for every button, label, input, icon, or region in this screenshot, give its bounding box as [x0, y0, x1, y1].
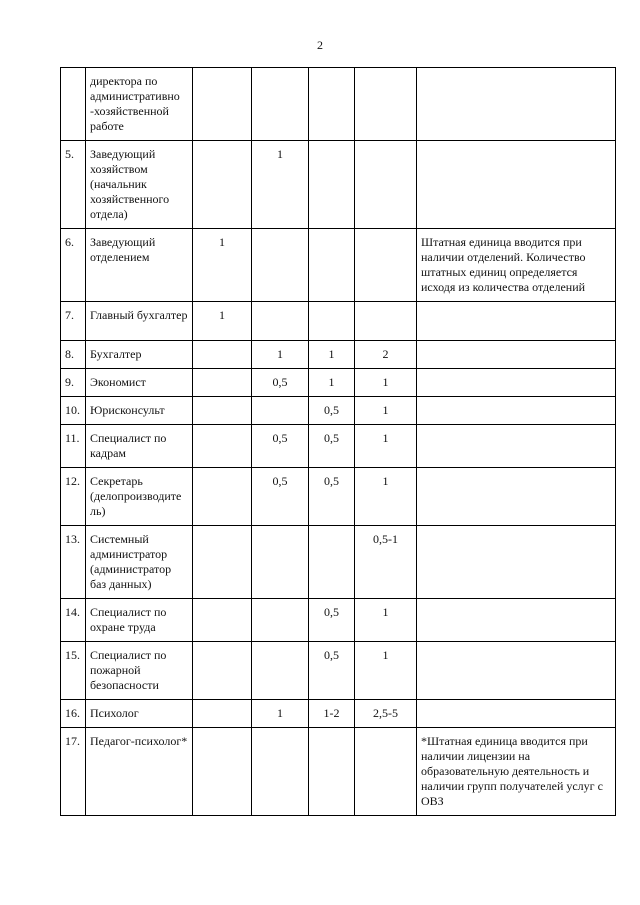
position-name: Психолог — [86, 700, 193, 728]
row-number: 8. — [61, 341, 86, 369]
position-name: Специалист по кадрам — [86, 425, 193, 468]
table-row — [61, 229, 616, 302]
value-col-3 — [309, 229, 355, 302]
position-name: Заведующий отделением — [86, 229, 193, 302]
value-col-2: 0,5 — [252, 468, 309, 526]
position-name: Специалист по пожарной безопасности — [86, 642, 193, 700]
position-name: Педагог-психолог* — [86, 728, 193, 816]
table-row — [61, 468, 616, 526]
page-number: 2 — [317, 38, 323, 52]
table-row — [61, 369, 616, 397]
value-col-1: 1 — [193, 302, 252, 341]
value-col-3: 1 — [309, 341, 355, 369]
value-col-2 — [252, 526, 309, 599]
row-number: 17. — [61, 728, 86, 816]
value-col-1 — [193, 425, 252, 468]
table-row — [61, 700, 616, 728]
value-col-1: 1 — [193, 229, 252, 302]
note-cell — [417, 599, 616, 642]
value-col-1 — [193, 700, 252, 728]
value-col-1 — [193, 397, 252, 425]
row-number: 5. — [61, 141, 86, 229]
value-col-1 — [193, 642, 252, 700]
row-number: 13. — [61, 526, 86, 599]
position-name: директора по административно -хозяйственной работе — [86, 68, 193, 141]
row-number: 14. — [61, 599, 86, 642]
position-name: Специалист по охране труда — [86, 599, 193, 642]
value-col-4: 2,5-5 — [355, 700, 417, 728]
value-col-4 — [355, 229, 417, 302]
value-col-3: 0,5 — [309, 599, 355, 642]
value-col-3: 0,5 — [309, 468, 355, 526]
note-cell — [417, 68, 616, 141]
note-cell — [417, 302, 616, 341]
value-col-1 — [193, 468, 252, 526]
value-col-3: 0,5 — [309, 397, 355, 425]
value-col-4: 0,5-1 — [355, 526, 417, 599]
note-cell — [417, 141, 616, 229]
value-col-2: 1 — [252, 341, 309, 369]
position-name: Юрисконсульт — [86, 397, 193, 425]
note-cell — [417, 341, 616, 369]
value-col-4 — [355, 302, 417, 341]
note-cell — [417, 369, 616, 397]
table-row — [61, 728, 616, 816]
position-name: Секретарь (делопроизводите ль) — [86, 468, 193, 526]
value-col-3: 1-2 — [309, 700, 355, 728]
value-col-4: 1 — [355, 369, 417, 397]
note-cell — [417, 700, 616, 728]
value-col-1 — [193, 526, 252, 599]
value-col-2 — [252, 728, 309, 816]
value-col-3 — [309, 728, 355, 816]
value-col-2: 0,5 — [252, 425, 309, 468]
value-col-2 — [252, 397, 309, 425]
value-col-1 — [193, 141, 252, 229]
row-number: 10. — [61, 397, 86, 425]
table-row — [61, 68, 616, 141]
value-col-1 — [193, 341, 252, 369]
value-col-4: 1 — [355, 397, 417, 425]
value-col-1 — [193, 68, 252, 141]
value-col-2 — [252, 229, 309, 302]
table-row — [61, 642, 616, 700]
value-col-2 — [252, 302, 309, 341]
table-row — [61, 526, 616, 599]
row-number — [61, 68, 86, 141]
table-row — [61, 599, 616, 642]
value-col-3: 0,5 — [309, 425, 355, 468]
note-cell — [417, 642, 616, 700]
row-number: 12. — [61, 468, 86, 526]
note-cell: *Штатная единица вводится при наличии лицензии на образовательную деятельность и наличии групп получателей услуг с ОВЗ — [417, 728, 616, 816]
value-col-2: 1 — [252, 700, 309, 728]
note-cell: Штатная единица вводится при наличии отделений. Количество штатных единиц определяется исходя из количества отделений — [417, 229, 616, 302]
value-col-2 — [252, 599, 309, 642]
value-col-3: 1 — [309, 369, 355, 397]
value-col-4 — [355, 728, 417, 816]
position-name: Системный администратор (администратор баз данных) — [86, 526, 193, 599]
table-row — [61, 341, 616, 369]
row-number: 15. — [61, 642, 86, 700]
row-number: 11. — [61, 425, 86, 468]
value-col-2: 1 — [252, 141, 309, 229]
note-cell — [417, 397, 616, 425]
row-number: 7. — [61, 302, 86, 341]
value-col-2 — [252, 642, 309, 700]
value-col-3 — [309, 141, 355, 229]
value-col-4: 1 — [355, 642, 417, 700]
row-number: 16. — [61, 700, 86, 728]
position-name: Экономист — [86, 369, 193, 397]
staff-table — [60, 67, 616, 816]
value-col-4: 1 — [355, 468, 417, 526]
value-col-4: 1 — [355, 425, 417, 468]
value-col-3: 0,5 — [309, 642, 355, 700]
value-col-2: 0,5 — [252, 369, 309, 397]
row-number: 9. — [61, 369, 86, 397]
row-number: 6. — [61, 229, 86, 302]
position-name: Заведующий хозяйством (начальник хозяйственного отдела) — [86, 141, 193, 229]
note-cell — [417, 468, 616, 526]
value-col-2 — [252, 68, 309, 141]
value-col-1 — [193, 599, 252, 642]
staff-table-body — [61, 68, 616, 816]
value-col-4 — [355, 68, 417, 141]
value-col-1 — [193, 728, 252, 816]
value-col-3 — [309, 526, 355, 599]
position-name: Главный бухгалтер — [86, 302, 193, 341]
table-row — [61, 302, 616, 341]
value-col-3 — [309, 68, 355, 141]
position-name: Бухгалтер — [86, 341, 193, 369]
value-col-4: 1 — [355, 599, 417, 642]
note-cell — [417, 425, 616, 468]
note-cell — [417, 526, 616, 599]
table-row — [61, 397, 616, 425]
value-col-4 — [355, 141, 417, 229]
table-row — [61, 425, 616, 468]
value-col-4: 2 — [355, 341, 417, 369]
value-col-3 — [309, 302, 355, 341]
table-row — [61, 141, 616, 229]
value-col-1 — [193, 369, 252, 397]
